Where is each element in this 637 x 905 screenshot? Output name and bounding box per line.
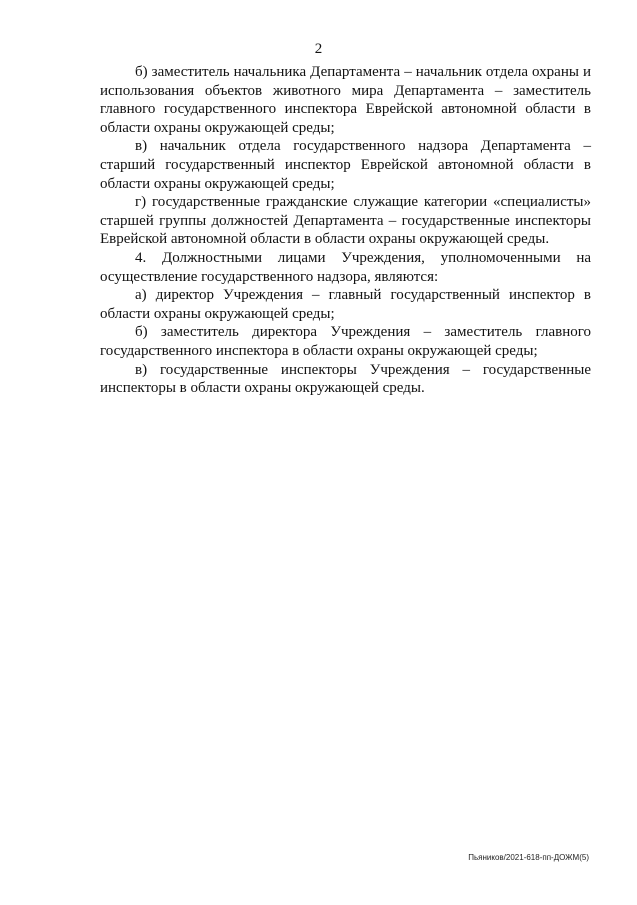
paragraph-civil-servants: г) государственные гражданские служащие категории «специалисты» старшей группы должностей Департамента – государственные инспекторы Еврейской автономной области в области охраны окружающей среды.	[100, 194, 591, 248]
document-reference-code: Пьяников/2021-618-пп-ДОЖМ(5)	[468, 853, 589, 862]
paragraph-director: а) директор Учреждения – главный государственный инспектор в области охраны окружающей среды;	[100, 287, 591, 322]
paragraph-deputy-head: б) заместитель начальника Департамента – начальник отдела охраны и использования объектов животного мира Департамента – заместитель главного государственного инспектора Еврейской автономной области в области охраны окружающей среды;	[100, 64, 591, 136]
document-body	[100, 63, 591, 398]
page-number: 2	[314, 41, 323, 57]
paragraph-deputy-director: б) заместитель директора Учреждения – заместитель главного государственного инспектора в области охраны окружающей среды;	[100, 324, 591, 359]
paragraph-inspectors: в) государственные инспекторы Учреждения – государственные инспекторы в области охраны окружающей среды.	[100, 361, 591, 397]
paragraph-clause-4: 4. Должностными лицами Учреждения, уполномоченными на осуществление государственного надзора, являются:	[100, 249, 591, 285]
paragraph-supervision-head: в) начальник отдела государственного надзора Департамента – старший государственный инспектор Еврейской автономной области в области охраны окружающей среды;	[100, 138, 591, 192]
